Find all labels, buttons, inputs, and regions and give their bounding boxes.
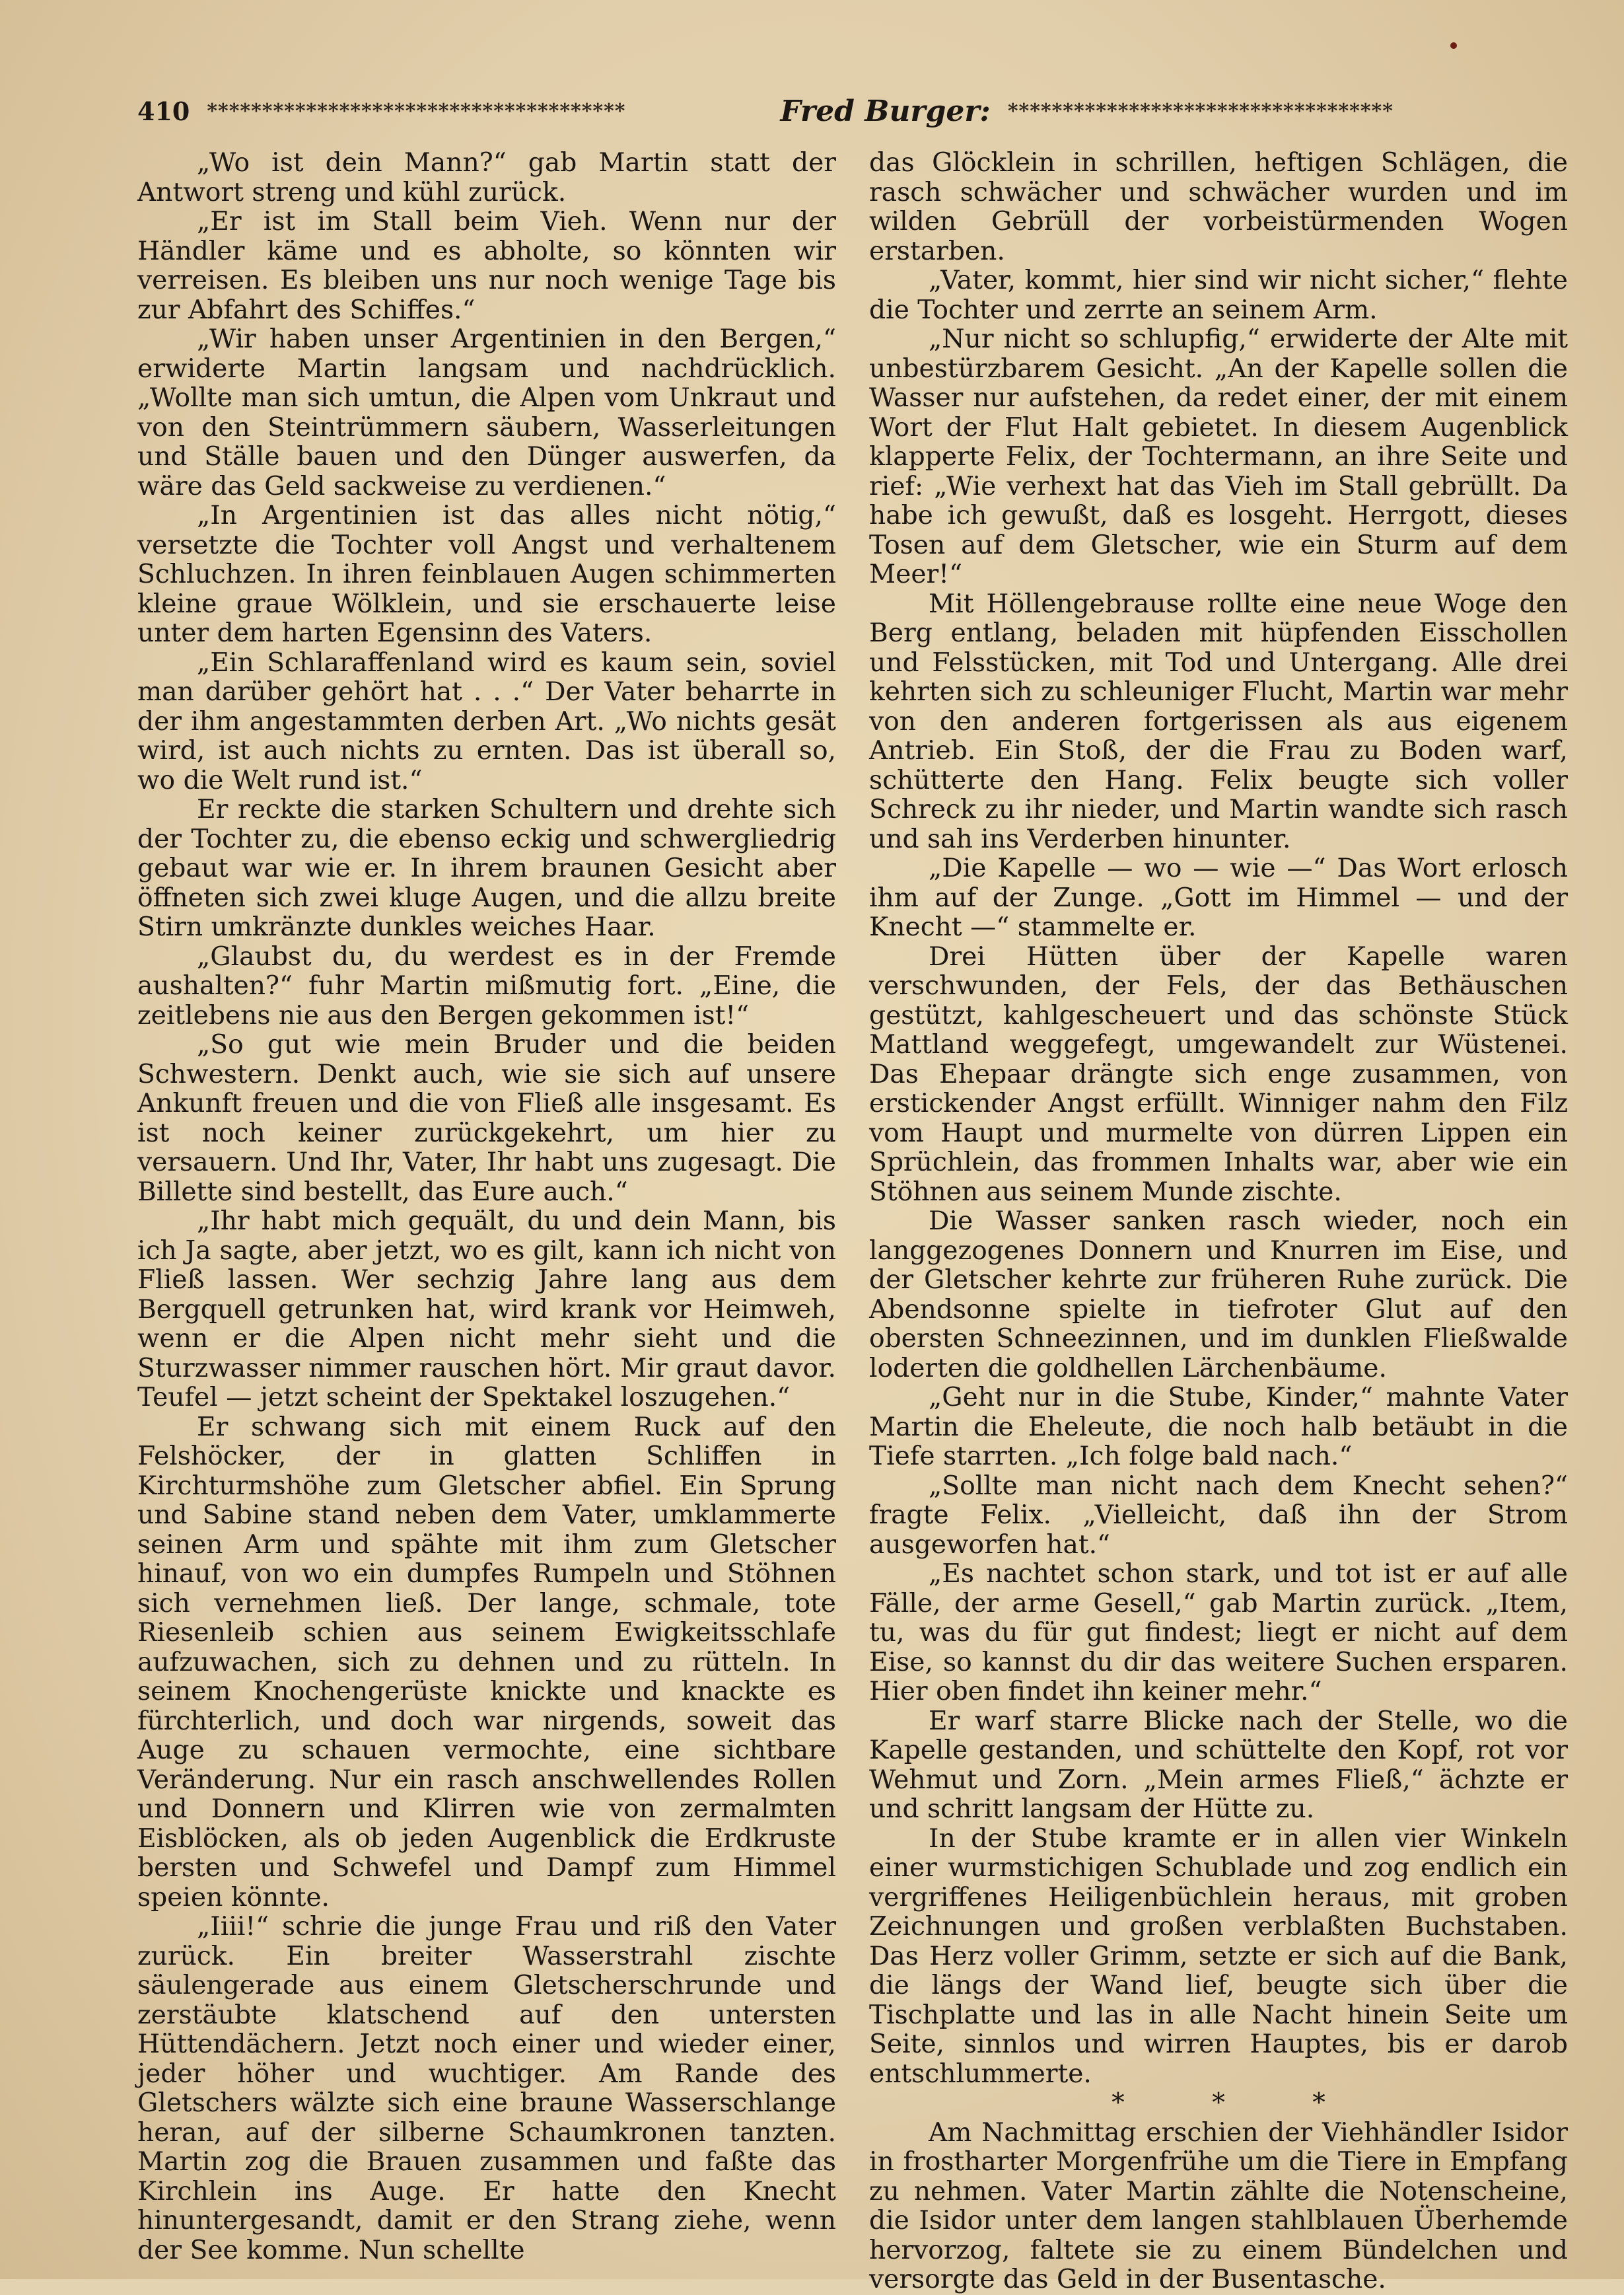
- header-ornament-right: ***********************************: [1007, 99, 1394, 123]
- paragraph: „Wir haben unser Argentinien in den Bergen,“ erwiderte Martin langsam und nachdrücklich. „Wollte man sich umtun, die Alpen vom Unkraut und von den Steintrümmern säubern, Wasserleitungen und Ställe bauen und den Dünger auswerfen, da wäre das Geld sackweise zu verdienen.“: [137, 324, 836, 501]
- ink-dot: [1450, 42, 1457, 49]
- paragraph: In der Stube kramte er in allen vier Winkeln einer wurmstichigen Schublade und zog endlich ein vergriffenes Heiligenbüchlein heraus, mit groben Zeichnungen und großen verblaßten Buchstaben. Das Herz voller Grimm, setzte er sich auf die Bank, die längs der Wand lief, beugte sich über die Tischplatte und las in alle Nacht hinein Seite um Seite, sinnlos und wirren Hauptes, bis er darob entschlummerte.: [869, 1823, 1568, 2089]
- paragraph: Er reckte die starken Schultern und drehte sich der Tochter zu, die ebenso eckig und schwergliedrig gebaut war wie er. In ihrem braunen Gesicht aber öffneten sich zwei kluge Augen, und die allzu breite Stirn umkränzte dunkles weiches Haar.: [137, 795, 836, 942]
- paragraph-continuation: das Glöcklein in schrillen, heftigen Schlägen, die rasch schwächer und schwächer wurden und im wilden Gebrüll der vorbeistürmenden Wogen erstarben.: [869, 148, 1568, 266]
- paragraph: „Geht nur in die Stube, Kinder,“ mahnte Vater Martin die Eheleute, die noch halb betäubt in die Tiefe starrten. „Ich folge bald nach.“: [869, 1383, 1568, 1471]
- paragraph: Die Wasser sanken rasch wieder, noch ein langgezogenes Donnern und Knurren im Eise, und der Gletscher kehrte zur früheren Ruhe zurück. Die Abendsonne spielte in tiefroter Glut auf den obersten Schneezinnen, und im dunklen Fließwalde loderten die goldhellen Lärchenbäume.: [869, 1206, 1568, 1383]
- paragraph: Am Nachmittag erschien der Viehhändler Isidor in frostharter Morgenfrühe um die Tiere in Empfang zu nehmen. Vater Martin zählte die Notenscheine, die Isidor unter dem langen stahlblauen Überhemde hervorzog, faltete sie zu einem Bündelchen und versorgte das Geld in der Busentasche.: [869, 2117, 1568, 2294]
- paragraph: „So gut wie mein Bruder und die beiden Schwestern. Denkt auch, wie sie sich auf unsere Ankunft freuen und die von Fließ alle insgesamt. Es ist noch keiner zurückgekehrt, um hier zu versauern. Und Ihr, Vater, Ihr habt uns zugesagt. Die Billette sind bestellt, das Eure auch.“: [137, 1030, 836, 1207]
- paragraph: „Iiii!“ schrie die junge Frau und riß den Vater zurück. Ein breiter Wasserstrahl zischte säulengerade aus einem Gletscherschrunde und zerstäubte klatschend auf den untersten Hüttendächern. Jetzt noch einer und wieder einer, jeder höher und wuchtiger. Am Rande des Gletschers wälzte sich eine braune Wasserschlange heran, auf der silberne Schaumkronen tanzten. Martin zog die Brauen zusammen und faßte das Kirchlein ins Auge. Er hatte den Knecht hinuntergesandt, damit er den Strang ziehe, wenn der See komme. Nun schellte: [137, 1912, 836, 2265]
- right-column: [869, 149, 1568, 2295]
- paragraph: Drei Hütten über der Kapelle waren verschwunden, der Fels, der das Bethäuschen gestützt, kahlgescheuert und das schönste Stück Mattland weggefegt, umgewandelt zur Wüstenei. Das Ehepaar drängte sich enge zusammen, von erstickender Angst erfüllt. Winniger nahm den Filz vom Haupt und murmelte von dürren Lippen ein Sprüchlein, das frommen Inhalts war, aber wie ein Stöhnen aus seinem Munde zischte.: [869, 941, 1568, 1207]
- left-column: [137, 149, 836, 2265]
- running-header: [137, 91, 1564, 131]
- section-separator: * * *: [1112, 2088, 1325, 2118]
- header-ornament-left: **************************************: [207, 99, 626, 123]
- paragraph: „Die Kapelle — wo — wie —“ Das Wort erlosch ihm auf der Zunge. „Gott im Himmel — und der Knecht —“ stammelte er.: [869, 854, 1568, 942]
- paragraph: „Ein Schlaraffenland wird es kaum sein, soviel man darüber gehört hat . . .“ Der Vater beharrte in der ihm angestammten derben Art. „Wo nichts gesät wird, ist auch nichts zu ernten. Das ist überall so, wo die Welt rund ist.“: [137, 647, 836, 795]
- paragraph: „Sollte man nicht nach dem Knecht sehen?“ fragte Felix. „Vielleicht, daß ihn der Strom ausgeworfen hat.“: [869, 1471, 1568, 1560]
- paragraph: „Vater, kommt, hier sind wir nicht sicher,“ flehte die Tochter und zerrte an seinem Arm.: [869, 266, 1568, 325]
- paragraph: „Nur nicht so schlupfig,“ erwiderte der Alte mit unbestürzbarem Gesicht. „An der Kapelle sollen die Wasser nur aufstehen, da redet einer, der mit einem Wort der Flut Halt gebietet. In diesem Augenblick klapperte Felix, der Tochtermann, an ihre Seite und rief: „Wie verhext hat das Vieh im Stall gebrüllt. Da habe ich gewußt, daß es losgeht. Herrgott, dieses Tosen auf dem Gletscher, wie ein Sturm auf dem Meer!“: [869, 324, 1568, 589]
- paragraph: „Wo ist dein Mann?“ gab Martin statt der Antwort streng und kühl zurück.: [137, 148, 836, 207]
- author-name: Fred Burger:: [780, 94, 991, 128]
- page-number: 410: [137, 96, 190, 126]
- paragraph: Er warf starre Blicke nach der Stelle, wo die Kapelle gestanden, und schüttelte den Kopf, rot vor Wehmut und Zorn. „Mein armes Fließ,“ ächzte er und schritt langsam der Hütte zu.: [869, 1706, 1568, 1824]
- paragraph: „Er ist im Stall beim Vieh. Wenn nur der Händler käme und es abholte, so könnten wir verreisen. Es bleiben uns nur noch wenige Tage bis zur Abfahrt des Schiffes.“: [137, 207, 836, 325]
- paragraph: „In Argentinien ist das alles nicht nötig,“ versetzte die Tochter voll Angst und verhaltenem Schluchzen. In ihren feinblauen Augen schimmerten kleine graue Wölklein, und sie erschauerte leise unter dem harten Egensinn des Vaters.: [137, 501, 836, 648]
- paragraph: „Glaubst du, du werdest es in der Fremde aushalten?“ fuhr Martin mißmutig fort. „Eine, die zeitlebens nie aus den Bergen gekommen ist!“: [137, 941, 836, 1031]
- paragraph: „Es nachtet schon stark, und tot ist er auf alle Fälle, der arme Gesell,“ gab Martin zurück. „Item, tu, was du für gut findest; liegt er nicht auf dem Eise, so kannst du dir das weitere Suchen ersparen. Hier oben findet ihn keiner mehr.“: [869, 1559, 1568, 1706]
- paragraph: „Ihr habt mich gequält, du und dein Mann, bis ich Ja sagte, aber jetzt, wo es gilt, kann ich nicht von Fließ lassen. Wer sechzig Jahre lang aus dem Bergquell getrunken hat, wird krank vor Heimweh, wenn er die Alpen nicht mehr sieht und die Sturzwasser nimmer rauschen hört. Mir graut davor. Teufel — jetzt scheint der Spektakel loszugehen.“: [137, 1206, 836, 1412]
- paragraph: Er schwang sich mit einem Ruck auf den Felshöcker, der in glatten Schliffen in Kirchturmshöhe zum Gletscher abfiel. Ein Sprung und Sabine stand neben dem Vater, umklammerte seinen Arm und spähte mit ihm zum Gletscher hinauf, von wo ein dumpfes Rumpeln und Stöhnen sich vernehmen ließ. Der lange, schmale, tote Riesenleib schien aus seinem Ewigkeitsschlafe aufzuwachen, sich zu dehnen und zu rütteln. In seinem Knochengerüste knickte und knackte es fürchterlich, und doch war nirgends, soweit das Auge zu schauen vermochte, eine sichtbare Veränderung. Nur ein rasch anschwellendes Rollen und Donnern und Klirren wie von zermalmten Eisblöcken, als ob jeden Augenblick die Erdkruste bersten und Schwefel und Dampf zum Himmel speien könnte.: [137, 1412, 836, 1912]
- paragraph: Mit Höllengebrause rollte eine neue Woge den Berg entlang, beladen mit hüpfenden Eisschollen und Felsstücken, mit Tod und Untergang. Alle drei kehrten sich zu schleuniger Flucht, Martin war mehr von den anderen fortgerissen als aus eigenem Antrieb. Ein Stoß, der die Frau zu Boden warf, schütterte den Hang. Felix beugte sich voller Schreck zu ihr nieder, und Martin wandte sich rasch und sah ins Verderben hinunter.: [869, 589, 1568, 854]
